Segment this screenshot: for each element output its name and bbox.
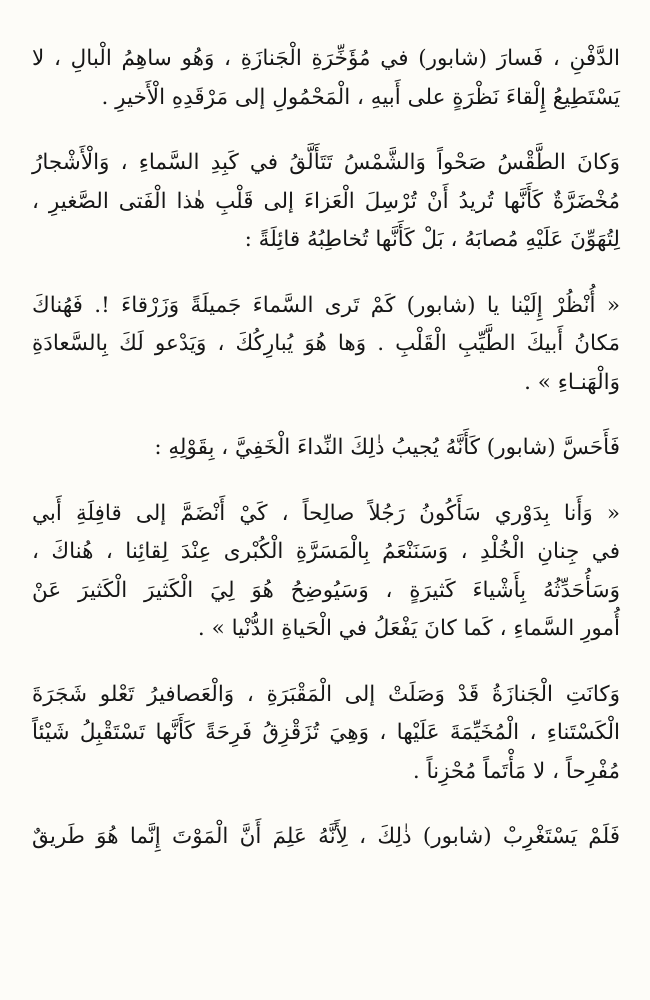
text-line: « أُنْظُرْ إِلَيْنا يا (شابور) كَمْ تَرى السَّماءَ جَميلَةً وَزَرْقاءَ !. فَهُناكَ xyxy=(32,292,620,318)
text-line: فَلَمْ يَسْتَغْرِبْ (شابور) ذٰلِكَ ، لِأَنَّهُ عَلِمَ أَنَّ الْمَوْتَ إِنَّما هُوَ طَريقٌ xyxy=(32,824,620,849)
text-line: الدَّفْنِ ، فَسارَ (شابور) في مُؤَخِّرَةِ الْجَنازَةِ ، وَهُو ساهِمُ الْبالِ ، لا xyxy=(32,46,620,71)
text-line: يَسْتَطِيعُ إِلْقاءَ نَظْرَةٍ على أَبيهِ ، الْمَحْمُولِ إلى مَرْقَدِهِ الْأَخيرِ . xyxy=(101,84,620,110)
text-line: مَكانُ أَبيكَ الطَّيِّبِ الْقَلْبِ . وَها هُوَ يُبارِكُكَ ، وَيَدْعو لَكَ بِالسَّعادَةِ xyxy=(32,331,620,356)
page-footer-mark xyxy=(300,985,340,995)
paragraph xyxy=(32,495,620,649)
page-text xyxy=(32,40,620,980)
paragraph xyxy=(32,144,620,260)
text-line: في جِنانِ الْخُلْدِ ، وَسَنَنْعَمُ بِالْمَسَرَّةِ الْكُبْرى عِنْدَ لِقائِنا ، هُناكَ ، xyxy=(32,539,620,564)
text-line: أُمورِ السَّماءِ ، كَما كانَ يَفْعَلُ في الْحَياةِ الدُّنْيا » . xyxy=(197,616,620,641)
text-line: الْكَسْتَناءِ ، الْمُخَيِّمَةَ عَلَيْها ، وَهِيَ تُزَقْزِقُ فَرِحَةً كَأَنَّها تَسْتَقْبِلُ شَيْئاً xyxy=(32,720,620,745)
text-line: وَسَأُحَدِّثُهُ بِأَشْياءَ كَثيرَةٍ ، وَسَيُوضِحُ هُوَ لِيَ الْكَثيرَ الْكَثيرَ عَنْ xyxy=(32,577,620,603)
text-line: « وَأَنا بِدَوْري سَأَكُونُ رَجُلاً صالِحاً ، كَيْ أَنْضَمَّ إلى قافِلَةِ أَبي xyxy=(32,500,620,526)
paragraph xyxy=(32,676,620,792)
text-line: مُفْرِحاً ، لا مَأْتَماً مُحْزِناً . xyxy=(412,758,620,784)
text-line: وَكانَتِ الْجَنازَةُ قَدْ وَصَلَتْ إلى الْمَقْبَرَةِ ، وَالْعَصافيرُ تَعْلو شَجَرَةَ xyxy=(32,681,620,707)
text-line: وَالْهَنـاءِ » . xyxy=(524,369,620,395)
text-line: فَأَحَسَّ (شابور) كَأَنَّهُ يُجيبُ ذٰلِكَ النِّداءَ الْخَفِيَّ ، بِقَوْلِهِ : xyxy=(154,435,620,460)
paragraph xyxy=(32,287,620,403)
paragraph xyxy=(32,40,620,117)
text-line: لِتُهَوِّنَ عَلَيْهِ مُصابَهُ ، بَلْ كَأَنَّها تُخاطِبُهُ قائِلَةً : xyxy=(244,227,620,252)
paragraph xyxy=(32,429,620,468)
text-line: وَكانَ الطَّقْسُ صَحْواً وَالشَّمْسُ تَتَأَلَّقُ في كَبِدِ السَّماءِ ، وَالْأَشْجارُ xyxy=(32,150,620,175)
text-line: مُخْضَرَّةٌ كَأَنَّها تُريدُ أَنْ تُرْسِلَ الْعَزاءَ إلى قَلْبِ هٰذا الْفَتى الصَّغيرِ ، xyxy=(32,188,620,214)
paragraph xyxy=(32,818,620,857)
